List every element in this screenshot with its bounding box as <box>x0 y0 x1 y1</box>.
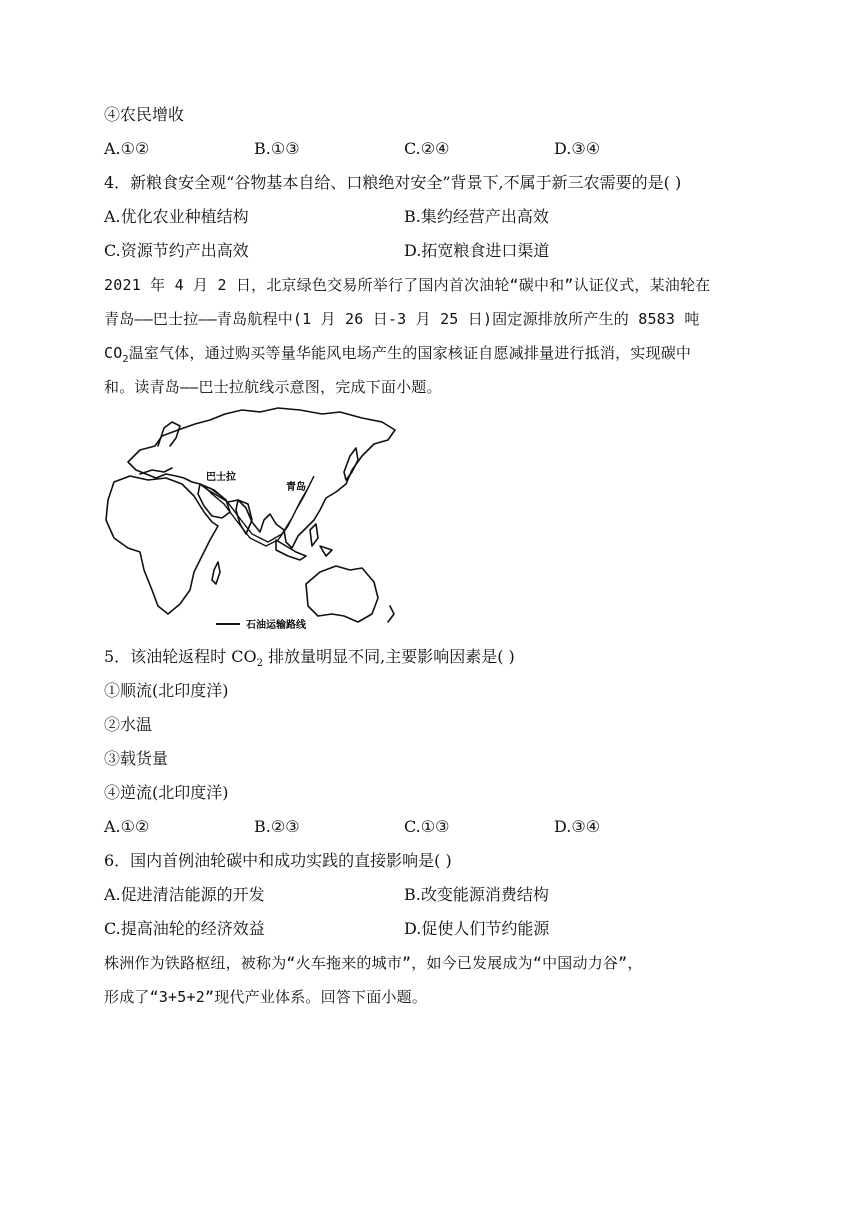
africa-outline <box>106 476 218 614</box>
label-qingdao: 青岛 <box>286 482 306 493</box>
passage1-line1: 2021 年 4 月 2 日，北京绿色交易所举行了国内首次油轮“碳中和”认证仪式，某油轮在 <box>104 276 711 294</box>
q4-option-a: A.优化农业种植结构 <box>104 207 249 226</box>
route-map <box>100 400 400 632</box>
q5-option-a: A.①② <box>104 817 150 836</box>
q6-option-d: D.促使人们节约能源 <box>404 919 550 938</box>
q5-item-1: ①顺流(北印度洋) <box>104 681 229 700</box>
q5-stem: 5．该油轮返程时 $CO_2$ 排放量明显不同,主要影响因素是( ) <box>104 647 515 670</box>
q3-option-a: A.①② <box>104 139 150 158</box>
passage1-line3: $CO_2$温室气体，通过购买等量华能风电场产生的国家核证自愿减排量进行抵消，实现碳中 <box>104 344 692 365</box>
passage1-line2: 青岛——巴士拉——青岛航程中(1 月 26 日-3 月 25 日)固定源排放所产生的 8583 吨 <box>104 310 700 328</box>
q3-option-b: B.①③ <box>254 139 300 158</box>
q6-option-a: A.促进清洁能源的开发 <box>104 885 265 904</box>
q5-item-2: ②水温 <box>104 715 153 734</box>
newzealand-outline <box>388 606 394 622</box>
q4-option-d: D.拓宽粮食进口渠道 <box>404 241 550 260</box>
mediterranean-outline <box>140 468 172 474</box>
australia-outline <box>306 566 378 622</box>
q5-item-3: ③载货量 <box>104 749 169 768</box>
q5-option-c: C.①③ <box>404 817 450 836</box>
passage1-line4: 和。读青岛——巴士拉航线示意图，完成下面小题。 <box>104 378 442 396</box>
madagascar-outline <box>212 562 220 584</box>
q3-option-d: D.③④ <box>554 139 601 158</box>
q6-option-b: B.改变能源消费结构 <box>404 885 549 904</box>
q5-option-d: D.③④ <box>554 817 601 836</box>
q4-stem: 4．新粮食安全观“谷物基本自给、口粮绝对安全”背景下,不属于新三农需要的是( ) <box>104 173 682 192</box>
passage2-line2: 形成了“3+5+2”现代产业体系。回答下面小题。 <box>104 988 428 1006</box>
label-basra: 巴士拉 <box>206 472 236 483</box>
q3-option-c: C.②④ <box>404 139 450 158</box>
q4-option-c: C.资源节约产出高效 <box>104 241 249 260</box>
q5-item-4: ④逆流(北印度洋) <box>104 783 229 802</box>
q6-option-c: C.提高油轮的经济效益 <box>104 919 265 938</box>
q4-option-b: B.集约经营产出高效 <box>404 207 549 226</box>
japan-outline <box>344 448 358 480</box>
legend-label: 石油运输路线 <box>246 620 306 631</box>
passage2-line1: 株洲作为铁路枢纽，被称为“火车拖来的城市”，如今已发展成为“中国动力谷”， <box>104 954 643 972</box>
q5-option-b: B.②③ <box>254 817 300 836</box>
q3-item-4: ④农民增收 <box>104 105 185 124</box>
q6-stem: 6．国内首例油轮碳中和成功实践的直接影响是( ) <box>104 851 452 870</box>
